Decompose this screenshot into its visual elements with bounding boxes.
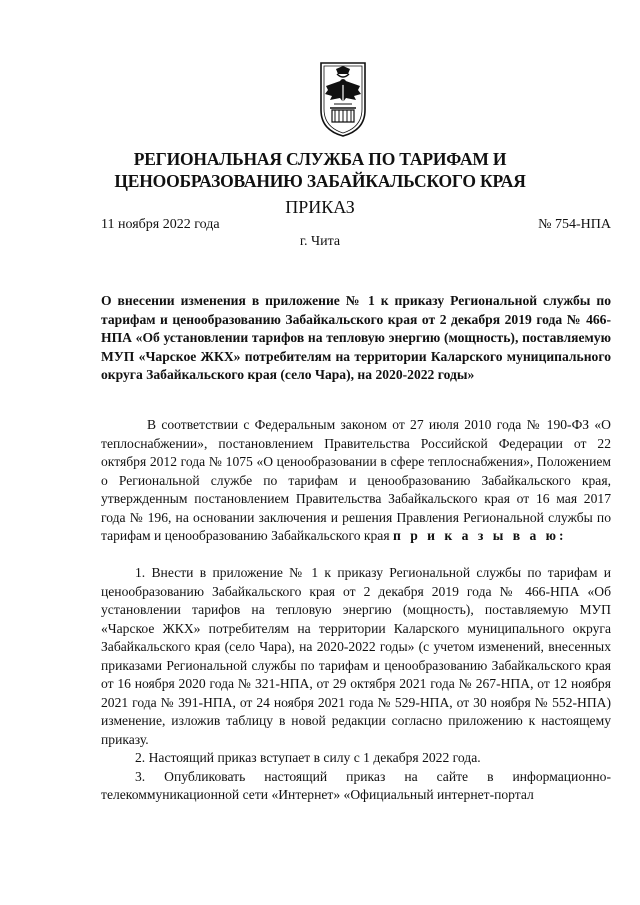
preamble-paragraph bbox=[101, 416, 611, 546]
organization-name-line-1: РЕГИОНАЛЬНАЯ СЛУЖБА ПО ТАРИФАМ И bbox=[133, 149, 507, 169]
document-type: ПРИКАЗ bbox=[285, 197, 355, 217]
preamble-text: В соответствии с Федеральным законом от 27 июля 2010 года № 190-ФЗ «О теплоснабжении», постановлением Правительства Российской Федерации от 22 октября 2012 года № 1075 «О ценообразовании в сфере теплоснабжения», Положением о Региональной службе по тарифам и ценообразованию Забайкальского края, утвержденным постановлением Правительства Забайкальского края от 16 мая 2017 года № 196, на основании заключения и решения Правления Региональной службы по тарифам и ценообразованию Забайкальского края bbox=[101, 417, 611, 543]
list-item: 3. Опубликовать настоящий приказ на сайте в информационно-телекоммуникационной сети «Интернет» «Официальный интернет-портал bbox=[101, 768, 611, 802]
document-number: № 754-НПА bbox=[538, 217, 611, 232]
organization-name-line-2: ЦЕНООБРАЗОВАНИЮ ЗАБАЙКАЛЬСКОГО КРАЯ bbox=[114, 171, 526, 191]
document-city: г. Чита bbox=[299, 234, 341, 249]
list-item: 2. Настоящий приказ вступает в силу с 1 декабря 2022 года. bbox=[135, 750, 481, 765]
order-word: п р и к а з ы в а ю: bbox=[392, 528, 567, 543]
document-subject: О внесении изменения в приложение № 1 к приказу Региональной службы по тарифам и ценообразованию Забайкальского края от 2 декабря 2019 года № 466-НПА «Об установлении тарифов на тепловую энергию (мощность), поставляемую МУП «Чарское ЖКХ» потребителям на территории Каларского муниципального округа Забайкальского края (село Чара), на 2020-2022 годы» bbox=[101, 293, 611, 382]
document-body bbox=[101, 416, 611, 805]
list-item: 1. Внести в приложение № 1 к приказу Региональной службы по тарифам и ценообразованию Забайкальского края от 2 декабря 2019 года № 466-НПА «Об установлении тарифов на тепловую энергию (мощность), поставляемую МУП «Чарское ЖКХ» потребителям на территории Каларского муниципального округа Забайкальского края (село Чара), на 2020-2022 годы» (с учетом изменений, внесенных приказами Региональной службы по тарифам и ценообразованию Забайкальского края от 16 ноября 2020 года № 321-НПА, от 29 октября 2021 года № 267-НПА, от 12 ноября 2021 года № 391-НПА, от 24 ноября 2021 года № 529-НПА, от 30 ноября № 552-НПА) изменение, изложив таблицу в новой редакции согласно приложению к настоящему приказу. bbox=[101, 565, 611, 747]
organization-name bbox=[100, 148, 540, 192]
document-date: 11 ноября 2022 года bbox=[101, 217, 220, 232]
coat-of-arms-icon bbox=[318, 60, 368, 138]
